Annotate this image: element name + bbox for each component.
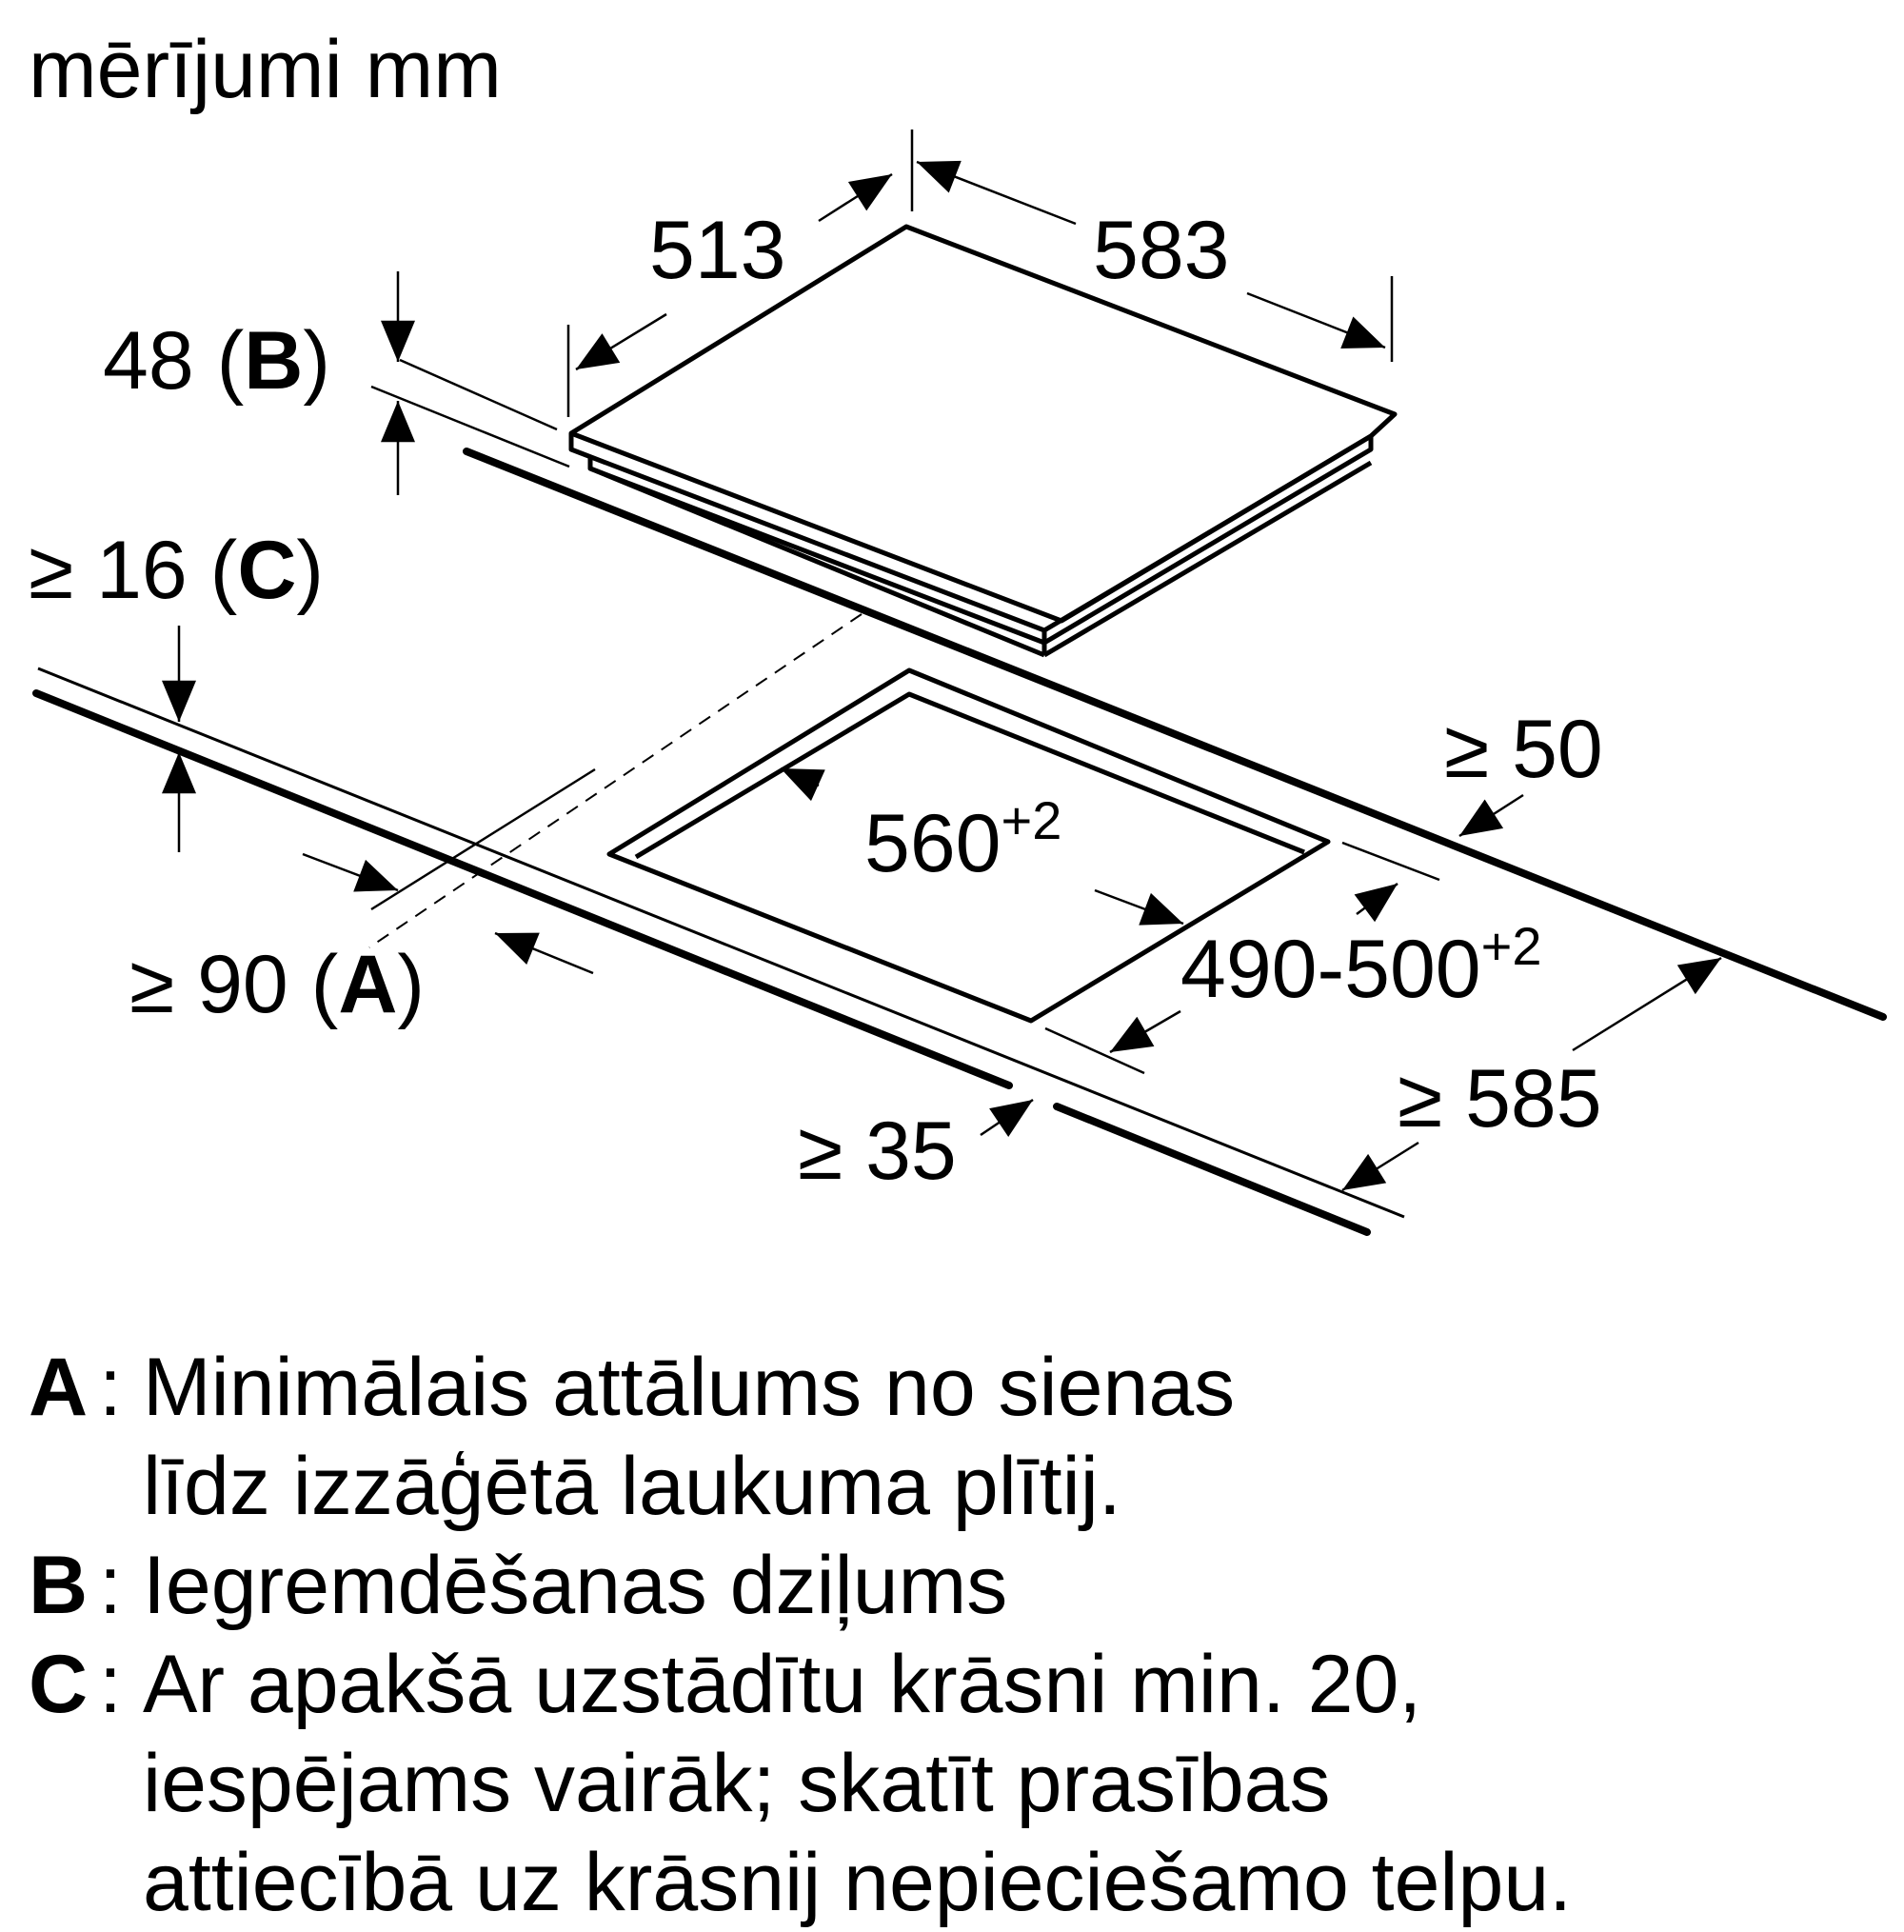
dim-countertop-min-value: ≥ 16 bbox=[29, 525, 188, 616]
alignment-dashed-line bbox=[369, 614, 862, 947]
dim-cutout-depth bbox=[1180, 916, 1541, 1015]
dim-embed-depth bbox=[103, 315, 330, 407]
legend-colon: : bbox=[99, 1342, 122, 1433]
dim-wall-distance-close: ) bbox=[397, 939, 426, 1030]
dim-cutout-depth-tolerance: +2 bbox=[1480, 916, 1542, 976]
dim-cutout-width-value: 560 bbox=[864, 798, 1002, 889]
legend-text: Ar apakšā uzstādītu krāsni min. 20, bbox=[143, 1639, 1422, 1730]
legend-entry-a bbox=[29, 1338, 1572, 1536]
dim-wall-distance-value: ≥ 90 bbox=[129, 939, 288, 1030]
dim-countertop-min-close: ) bbox=[296, 525, 325, 616]
legend-colon: : bbox=[99, 1639, 122, 1730]
dim-hob-depth: 583 bbox=[1093, 205, 1230, 296]
dim-wall-distance bbox=[129, 939, 425, 1030]
dim-countertop-min bbox=[29, 525, 324, 616]
dim-hob-width: 513 bbox=[649, 205, 786, 296]
legend-text: Minimālais attālums no sienas bbox=[143, 1342, 1236, 1433]
legend-colon: : bbox=[99, 1540, 122, 1631]
dim-35-lines bbox=[981, 1100, 1033, 1135]
dim-embed-depth-value: 48 bbox=[103, 315, 194, 407]
dim-embed-depth-letter: B bbox=[244, 315, 304, 407]
legend-text: līdz izzāģētā laukuma plītij. bbox=[143, 1441, 1121, 1532]
dim-countertop-min-open: ( bbox=[187, 525, 238, 616]
dim-cutout-width-tolerance: +2 bbox=[1001, 790, 1062, 850]
dim-front-clearance: ≥ 35 bbox=[798, 1105, 957, 1197]
legend-key: A bbox=[29, 1342, 89, 1433]
legend-text: Iegremdēšanas dziļums bbox=[143, 1540, 1008, 1631]
legend-text: iespējams vairāk; skatīt prasības bbox=[143, 1738, 1331, 1829]
dim-cutout-depth-value: 490-500 bbox=[1180, 924, 1481, 1015]
dim-wall-distance-open: ( bbox=[288, 939, 339, 1030]
legend-text: attiecībā uz krāsnij nepieciešamo telpu. bbox=[143, 1837, 1573, 1928]
dim-embed-depth-close: ) bbox=[303, 315, 330, 407]
dim-countertop-depth: ≥ 585 bbox=[1398, 1053, 1602, 1145]
dim-50-lines bbox=[1459, 795, 1523, 836]
dim-48-lines bbox=[371, 271, 569, 495]
legend-key: B bbox=[29, 1540, 89, 1631]
dim-wall-distance-letter: A bbox=[338, 939, 398, 1030]
legend-entry-b bbox=[29, 1536, 1572, 1635]
units-label: mērījumi mm bbox=[29, 24, 502, 115]
dim-rear-clearance: ≥ 50 bbox=[1444, 704, 1603, 795]
legend-entry-c bbox=[29, 1635, 1572, 1932]
legend-key: C bbox=[29, 1639, 89, 1730]
dim-countertop-min-letter: C bbox=[237, 525, 297, 616]
legend bbox=[29, 1338, 1572, 1932]
dim-cutout-width bbox=[864, 790, 1061, 889]
dim-embed-depth-open: ( bbox=[193, 315, 245, 407]
